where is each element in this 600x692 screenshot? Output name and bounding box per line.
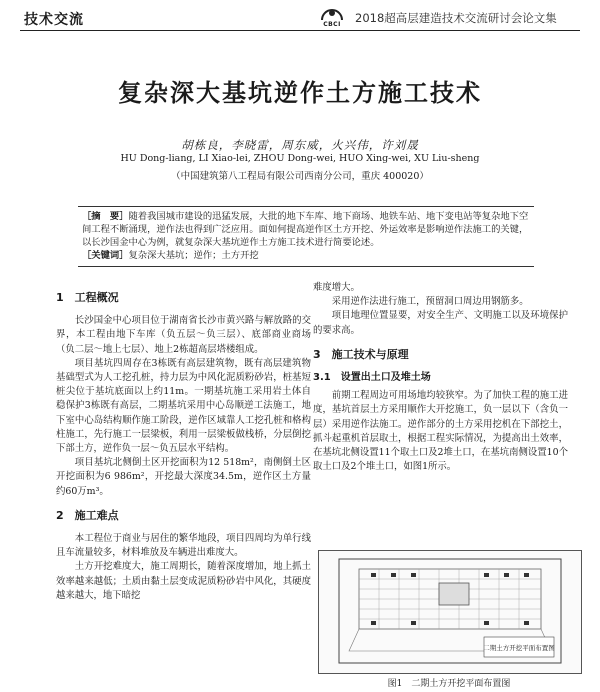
header-rule [20, 30, 580, 31]
figure-inner-label: 二期土方开挖平面布置图 [483, 644, 555, 652]
section-3-heading: 3 施工技术与原理 [313, 347, 409, 361]
section-2-paragraph-2: 土方开挖难度大，施工周期长，随着深度增加，地上抓土效率越来越低；土质由黏土层变成泥质粉砂岩中风化，其硬度越来越大，地下暗挖 [56, 561, 311, 601]
paper-title: 复杂深大基坑逆作土方施工技术 [118, 79, 482, 107]
site-plan-drawing [319, 551, 581, 673]
abstract-label: ［摘 要］ [82, 211, 129, 222]
left-column [56, 281, 311, 603]
abstract [82, 210, 530, 249]
keywords [82, 249, 530, 262]
continued-text: 难度增大。 [313, 282, 360, 293]
section-1-paragraph-1: 长沙国金中心项目位于湖南省长沙市黄兴路与解放路的交界，本工程由地下车库（负五层～负三层）、底部商业商场（负二层～地上七层）、地上2栋超高层塔楼组成。 [56, 315, 311, 355]
section-1-paragraph-2: 项目基坑四周存在3栋既有高层建筑物，既有高层建筑物基础型式为人工挖孔桩，持力层为中风化泥质粉砂岩，桩基短桩尖位于基坑底面以上约11m。一期基坑施工采用岩土体自稳保护3栋既有高层，二期基坑采用中心岛顺逆工法施工，地下室中心岛结构顺作施工阶段，逆作区域靠人工挖孔桩和格构柱施工，先行施工一层梁板，利用一层梁板做栈桥，分层倒挖下部土方，逆作负一层～负五层水平结构。 [56, 357, 311, 455]
section-2-paragraph-1: 本工程位于商业与居住的繁华地段，项目四周均为单行线且车流量较多，材料堆放及车辆进出难度大。 [56, 533, 311, 559]
section-3-1-paragraph-1: 前期工程周边可用场地均较狭窄。为了加快工程的施工进度，基坑首层土方采用顺作大开挖施工，负一层以下（含负一层）采用逆作法施工。逆作部分的土方采用挖机在下部挖土，抓斗起重机首层取土，根据工程实际情况，为提高出土效率，在基坑北侧设置11个取土口及2堆土口，在基坑南侧设置10个取土口及2个堆土口，如图1所示。 [313, 390, 568, 473]
figure-1 [318, 550, 582, 674]
right-paragraph-2: 项目地理位置显要，对安全生产、文明施工以及环境保护的要求高。 [313, 310, 568, 336]
section-1-heading: 1 工程概况 [56, 291, 119, 304]
abstract-box [78, 206, 534, 267]
figure-1-caption: 图1 二期土方开挖平面布置图 [387, 679, 511, 689]
right-paragraph-1: 采用逆作法进行施工，预留洞口周边用钢筋多。 [331, 296, 529, 308]
cbci-logo [315, 4, 349, 30]
journal-section-label: 技术交流 [24, 12, 84, 28]
abstract-text: 随着我国城市建设的迅猛发展，大批的地下车库、地下商场、地铁车站、地下变电站等复杂地下空间工程不断涌现，逆作法也得到广泛应用。面如何提高逆作区土方开挖、外运效率是影响逆作法施工的关键，以长沙国金中心为例，就复杂深大基坑逆作土方施工技术进行简要论述。 [82, 211, 529, 248]
authors-chinese: 胡栋良，李晓雷，周东威，火兴伟，许刘晟 [181, 138, 419, 152]
keywords-label: ［关键词］ [82, 250, 129, 261]
authors-english: HU Dong-liang, LI Xiao-lei, ZHOU Dong-wei, HUO Xing-wei, XU Liu-sheng [120, 153, 480, 164]
right-column [313, 281, 568, 474]
section-1-paragraph-3: 项目基坑北侧倒土区开挖面积为12 518m²，南侧倒土区开挖面积为6 986m²，开挖最大深度34.5m，逆作区土方量约60万m³。 [56, 457, 311, 497]
logo-text: CBCI [323, 21, 341, 28]
section-2-heading: 2 施工难点 [56, 508, 119, 522]
section-3-1-heading: 3.1 设置出土口及堆土场 [313, 372, 431, 384]
cbci-logo-icon [315, 4, 349, 22]
affiliation: （中国建筑第八工程局有限公司西南分公司，重庆 400020） [171, 171, 429, 182]
proceedings-title: 2018超高层建造技术交流研讨会论文集 [355, 11, 557, 25]
keywords-text: 复杂深大基坑；逆作；土方开挖 [128, 250, 259, 261]
